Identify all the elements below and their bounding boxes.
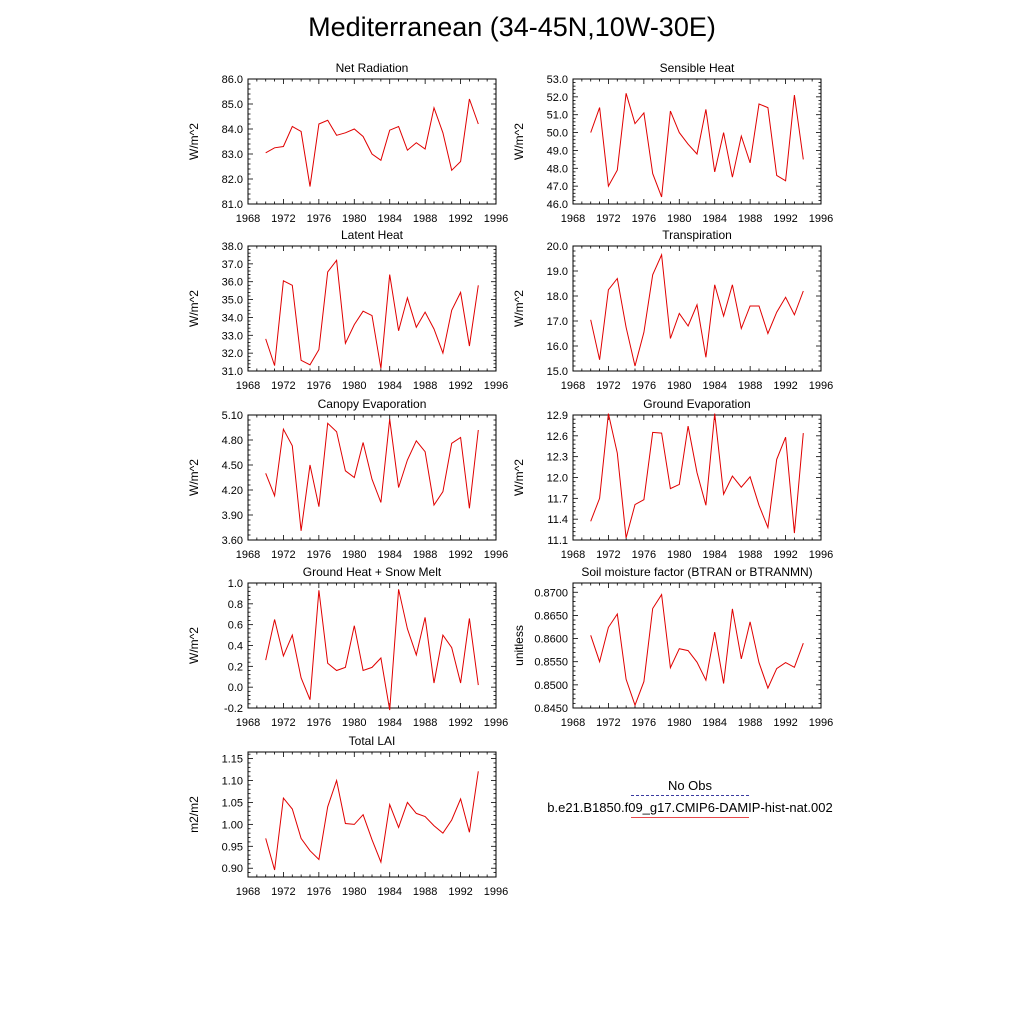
x-tick-label: 1980 xyxy=(342,380,367,392)
x-tick-label: 1980 xyxy=(342,717,367,729)
x-tick-label: 1988 xyxy=(412,213,438,225)
y-tick-label: 47.0 xyxy=(546,181,568,194)
y-tick-label: 0.4 xyxy=(227,640,243,653)
y-tick-label: 34.0 xyxy=(221,312,243,325)
y-tick-label: 1.0 xyxy=(227,578,243,590)
x-tick-label: 1996 xyxy=(483,886,509,898)
y-tick-label: -0.2 xyxy=(224,703,243,715)
x-tick-label: 1980 xyxy=(342,213,367,225)
x-tick-label: 1968 xyxy=(560,380,586,392)
y-tick-label: 0.95 xyxy=(221,841,243,854)
x-tick-label: 1996 xyxy=(808,213,834,225)
plot-frame xyxy=(248,246,496,371)
x-tick-label: 1992 xyxy=(773,717,798,729)
y-tick-label: 35.0 xyxy=(221,294,243,307)
y-tick-label: 84.0 xyxy=(221,124,243,136)
x-tick-label: 1976 xyxy=(631,717,657,729)
y-tick-label: 85.0 xyxy=(221,99,243,111)
x-tick-label: 1972 xyxy=(271,717,296,729)
y-tick-label: 3.60 xyxy=(221,535,243,547)
x-tick-label: 1988 xyxy=(737,717,763,729)
y-axis-label: W/m^2 xyxy=(512,459,526,496)
y-tick-label: 0.8 xyxy=(227,598,243,611)
panel-title: Transpiration xyxy=(662,228,732,242)
x-tick-label: 1976 xyxy=(631,213,657,225)
x-tick-label: 1976 xyxy=(631,549,657,561)
legend-model-label: b.e21.B1850.f09_g17.CMIP6-DAMIP-hist-nat.002 xyxy=(547,800,833,815)
series-line xyxy=(266,99,479,187)
x-tick-label: 1988 xyxy=(737,380,763,392)
y-axis-label: W/m^2 xyxy=(512,123,526,160)
x-tick-label: 1968 xyxy=(235,549,261,561)
x-tick-label: 1984 xyxy=(702,213,727,225)
plot-frame xyxy=(248,583,496,708)
plot-frame xyxy=(573,246,821,371)
y-tick-label: 19.0 xyxy=(546,266,568,278)
legend xyxy=(520,778,860,822)
y-tick-label: 46.0 xyxy=(546,199,568,211)
series-line xyxy=(591,93,804,197)
series-line xyxy=(591,595,804,706)
x-tick-label: 1992 xyxy=(773,213,798,225)
x-tick-label: 1996 xyxy=(808,549,834,561)
chart-panel-2 xyxy=(512,61,833,225)
x-tick-label: 1988 xyxy=(737,213,763,225)
y-axis-label: W/m^2 xyxy=(187,290,201,327)
x-tick-label: 1972 xyxy=(271,380,296,392)
plot-frame xyxy=(573,583,821,708)
x-tick-label: 1972 xyxy=(271,886,296,898)
y-tick-label: 31.0 xyxy=(221,366,243,378)
x-tick-label: 1976 xyxy=(631,380,657,392)
x-tick-label: 1968 xyxy=(560,717,586,729)
x-tick-label: 1988 xyxy=(412,717,438,729)
x-tick-label: 1984 xyxy=(377,717,402,729)
series-line xyxy=(266,771,479,870)
x-tick-label: 1984 xyxy=(702,380,727,392)
y-axis-label: W/m^2 xyxy=(187,123,201,160)
x-tick-label: 1996 xyxy=(483,549,509,561)
panel-title: Ground Heat + Snow Melt xyxy=(302,565,442,579)
series-line xyxy=(266,419,479,531)
y-tick-label: 48.0 xyxy=(546,163,568,176)
series-line xyxy=(266,260,479,368)
y-tick-label: 12.0 xyxy=(546,472,568,485)
x-tick-label: 1992 xyxy=(448,380,473,392)
y-tick-label: 3.90 xyxy=(221,510,243,522)
series-line xyxy=(591,414,804,538)
y-tick-label: 33.0 xyxy=(221,330,243,343)
x-tick-label: 1988 xyxy=(412,886,438,898)
series-line xyxy=(591,255,804,366)
chart-panel-9 xyxy=(187,734,508,898)
x-tick-label: 1980 xyxy=(667,380,692,392)
y-tick-label: 49.0 xyxy=(546,145,568,158)
x-tick-label: 1980 xyxy=(667,717,692,729)
x-tick-label: 1992 xyxy=(448,213,473,225)
plot-frame xyxy=(248,752,496,877)
y-tick-label: 0.8500 xyxy=(534,679,568,692)
x-tick-label: 1968 xyxy=(235,380,261,392)
x-tick-label: 1992 xyxy=(448,549,473,561)
chart-panel-3 xyxy=(187,228,508,392)
y-tick-label: 0.8450 xyxy=(534,703,568,715)
y-tick-label: 51.0 xyxy=(546,109,568,122)
chart-panel-4 xyxy=(512,228,833,392)
panel-title: Ground Evaporation xyxy=(643,397,751,411)
y-tick-label: 5.10 xyxy=(221,410,243,422)
x-tick-label: 1972 xyxy=(596,717,621,729)
y-tick-label: 0.0 xyxy=(227,682,243,695)
panel-title: Net Radiation xyxy=(335,61,409,75)
legend-obs-label: No Obs xyxy=(667,778,713,793)
x-tick-label: 1980 xyxy=(667,549,692,561)
x-tick-label: 1972 xyxy=(596,213,621,225)
x-tick-label: 1984 xyxy=(377,886,402,898)
x-tick-label: 1980 xyxy=(342,549,367,561)
x-tick-label: 1984 xyxy=(702,549,727,561)
y-tick-label: 32.0 xyxy=(221,348,243,361)
y-tick-label: 20.0 xyxy=(546,241,568,253)
y-tick-label: 12.9 xyxy=(546,410,568,422)
y-tick-label: 86.0 xyxy=(221,74,243,86)
chart-panel-6 xyxy=(512,397,833,561)
y-tick-label: 1.05 xyxy=(221,797,243,810)
x-tick-label: 1996 xyxy=(483,213,509,225)
y-tick-label: 50.0 xyxy=(546,127,568,140)
x-tick-label: 1976 xyxy=(306,549,332,561)
figure-title: Mediterranean (34-45N,10W-30E) xyxy=(308,12,716,42)
x-tick-label: 1976 xyxy=(306,380,332,392)
y-tick-label: 4.80 xyxy=(221,435,243,447)
x-tick-label: 1972 xyxy=(271,213,296,225)
x-tick-label: 1972 xyxy=(596,380,621,392)
plot-frame xyxy=(573,415,821,540)
y-tick-label: 0.8550 xyxy=(534,656,568,669)
y-tick-label: 81.0 xyxy=(221,199,243,211)
legend-model-line xyxy=(631,817,749,818)
x-tick-label: 1992 xyxy=(448,717,473,729)
y-tick-label: 11.4 xyxy=(547,514,568,527)
x-tick-label: 1984 xyxy=(377,549,402,561)
chart-panel-8 xyxy=(512,565,833,729)
x-tick-label: 1968 xyxy=(235,213,261,225)
panel-title: Canopy Evaporation xyxy=(317,397,427,411)
panel-title: Soil moisture factor (BTRAN or BTRANMN) xyxy=(581,565,813,579)
panel-title: Sensible Heat xyxy=(659,61,735,75)
y-tick-label: 15.0 xyxy=(546,366,568,378)
chart-panel-5 xyxy=(187,397,508,561)
y-tick-label: 11.7 xyxy=(547,493,568,506)
x-tick-label: 1996 xyxy=(483,380,509,392)
x-tick-label: 1976 xyxy=(306,886,332,898)
x-tick-label: 1996 xyxy=(808,717,834,729)
panel-title: Latent Heat xyxy=(340,228,404,242)
chart-panel-7 xyxy=(187,565,508,729)
y-tick-label: 17.0 xyxy=(546,316,568,328)
y-tick-label: 16.0 xyxy=(546,341,568,353)
x-tick-label: 1992 xyxy=(448,886,473,898)
y-axis-label: W/m^2 xyxy=(187,627,201,664)
x-tick-label: 1976 xyxy=(306,717,332,729)
y-tick-label: 1.15 xyxy=(221,753,243,766)
y-tick-label: 0.6 xyxy=(227,619,243,632)
x-tick-label: 1996 xyxy=(808,380,834,392)
y-tick-label: 18.0 xyxy=(546,291,568,303)
x-tick-label: 1992 xyxy=(773,380,798,392)
y-tick-label: 0.2 xyxy=(227,661,243,674)
y-tick-label: 4.20 xyxy=(221,485,243,497)
y-tick-label: 0.90 xyxy=(221,863,243,876)
y-tick-label: 38.0 xyxy=(221,241,243,253)
x-tick-label: 1968 xyxy=(235,717,261,729)
x-tick-label: 1984 xyxy=(377,213,402,225)
x-tick-label: 1984 xyxy=(377,380,402,392)
series-line xyxy=(266,589,479,710)
y-tick-label: 0.8600 xyxy=(534,633,568,646)
y-tick-label: 37.0 xyxy=(221,258,243,271)
y-tick-label: 11.1 xyxy=(547,535,568,547)
x-tick-label: 1968 xyxy=(235,886,261,898)
panel-title: Total LAI xyxy=(348,734,396,748)
x-tick-label: 1996 xyxy=(483,717,509,729)
x-tick-label: 1980 xyxy=(667,213,692,225)
y-tick-label: 4.50 xyxy=(221,460,243,472)
x-tick-label: 1988 xyxy=(737,549,763,561)
x-tick-label: 1988 xyxy=(412,380,438,392)
x-tick-label: 1988 xyxy=(412,549,438,561)
legend-obs-line xyxy=(631,795,749,796)
plot-frame xyxy=(573,79,821,204)
y-axis-label: unitless xyxy=(512,625,526,666)
y-tick-label: 0.8650 xyxy=(534,610,568,623)
y-tick-label: 12.3 xyxy=(546,451,568,464)
x-tick-label: 1976 xyxy=(306,213,332,225)
y-tick-label: 12.6 xyxy=(546,430,568,443)
x-tick-label: 1972 xyxy=(596,549,621,561)
y-tick-label: 1.10 xyxy=(221,775,243,788)
y-tick-label: 36.0 xyxy=(221,276,243,289)
y-tick-label: 82.0 xyxy=(221,174,243,186)
y-axis-label: m2/m2 xyxy=(187,796,201,833)
y-tick-label: 52.0 xyxy=(546,91,568,104)
x-tick-label: 1968 xyxy=(560,213,586,225)
y-tick-label: 1.00 xyxy=(221,819,243,832)
y-axis-label: W/m^2 xyxy=(187,459,201,496)
chart-panel-1 xyxy=(187,61,508,225)
x-tick-label: 1984 xyxy=(702,717,727,729)
x-tick-label: 1968 xyxy=(560,549,586,561)
y-tick-label: 83.0 xyxy=(221,149,243,161)
y-tick-label: 53.0 xyxy=(546,74,568,86)
x-tick-label: 1980 xyxy=(342,886,367,898)
x-tick-label: 1972 xyxy=(271,549,296,561)
x-tick-label: 1992 xyxy=(773,549,798,561)
y-tick-label: 0.8700 xyxy=(534,587,568,600)
y-axis-label: W/m^2 xyxy=(512,290,526,327)
